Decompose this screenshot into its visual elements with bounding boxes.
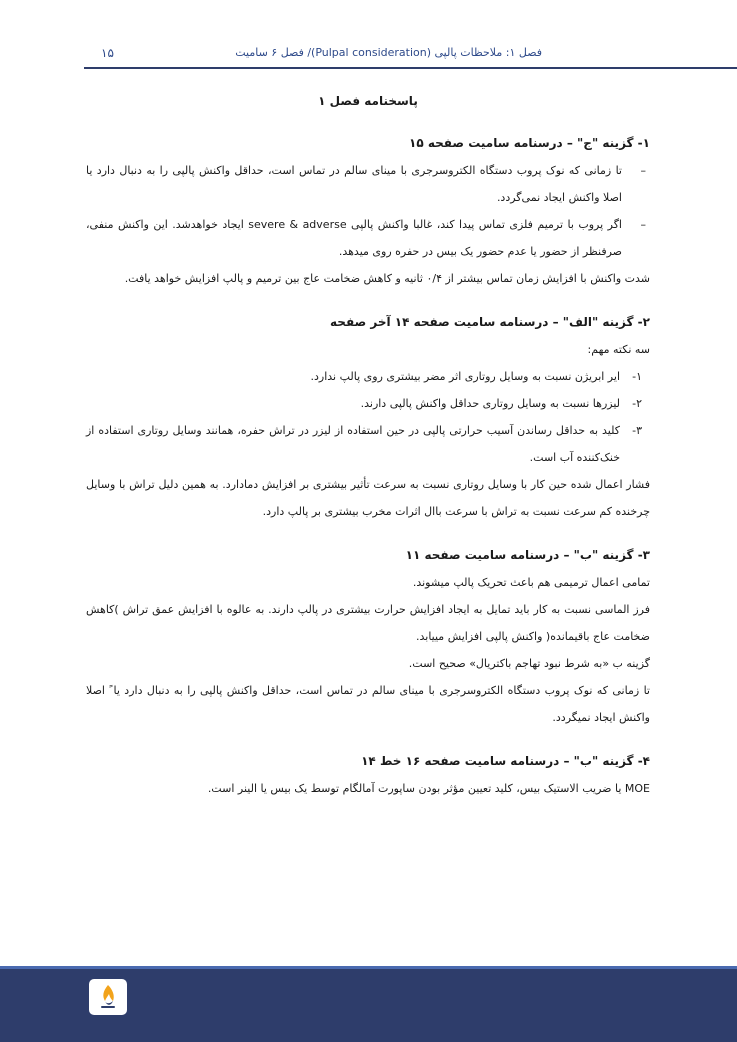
- paragraph: شدت واکنش با افزایش زمان تماس بیشتر از ۰/۴ ثانیه و کاهش ضخامت عاج بین ترمیم و پالپ افزایش خواهد یافت.: [124, 272, 650, 285]
- question-4-title: ۴- گزینه "ب" – درسنامه سامیت صفحه ۱۶ خط ۱۴: [361, 754, 650, 768]
- flame-logo-icon: [89, 979, 127, 1015]
- paragraph: تمامی اعمال ترمیمی هم باعث تحریک پالپ میشوند.: [412, 576, 650, 589]
- header-divider: [84, 67, 737, 69]
- page-header: [0, 0, 737, 70]
- running-title: فصل ۱: ملاحظات پالپی (Pulpal consideration)/ فصل ۶ سامیت: [235, 46, 542, 59]
- question-2-title: ۲- گزینه "الف" – درسنامه سامیت صفحه ۱۴ آخر صفحه: [330, 315, 650, 329]
- question-1-bullets: [86, 157, 650, 265]
- paragraph: تا زمانی که نوک پروب دستگاه الکتروسرجری با مینای سالم در تماس است، حداقل واکنش پالپی را به دنبال دارد یا ً اصلا واکنش ایجاد نمیگردد.: [86, 684, 650, 724]
- paragraph: فرز الماسی نسبت به کار باید تمایل به ایجاد افزایش حرارت بیشتری در پالپ دارند. به عالوه با افزایش عمق تراش )کاهش ضخامت عاج باقیمانده( واکنش پالپی افزایش مییابد.: [86, 603, 650, 643]
- paragraph: سه نکته مهم:: [587, 343, 650, 356]
- paragraph: گزینه ب «به شرط نبود تهاجم باکتریال» صحیح است.: [408, 657, 650, 670]
- list-item: – اگر پروب با ترمیم فلزی تماس پیدا کند، غالبا واکنش پالپی severe & adverse ایجاد خواهدشد. این واکنش منفی، صرفنظر از حضور یا عدم حضور یک بیس در حفره روی میدهد.: [86, 218, 646, 258]
- question-1-title: ۱- گزینه "ج" – درسنامه سامیت صفحه ۱۵: [409, 136, 650, 150]
- list-item: ۱- ایر ابریژن نسبت به وسایل روتاری اثر مضر بیشتری روی پالپ ندارد.: [310, 370, 642, 383]
- paragraph: MOE یا ضریب الاستیک بیس، کلید تعیین مؤثر بودن ساپورت آمالگام توسط یک بیس یا الینر است.: [207, 782, 650, 795]
- list-item: ۲- لیزرها نسبت به وسایل روتاری حداقل واکنش پالپی دارند.: [360, 397, 642, 410]
- list-item: ۳- کلید به حداقل رساندن آسیب حرارتی پالپی در حین استفاده از لیزر در تراش حفره، همانند وسایل روتاری استفاده از خنک‌کننده آب است.: [86, 424, 642, 464]
- page-title: پاسخنامه فصل ۱: [318, 94, 418, 108]
- question-2-list: [86, 363, 650, 471]
- footer-accent-line: [0, 966, 737, 969]
- list-item: – تا زمانی که نوک پروب دستگاه الکتروسرجری با مینای سالم در تماس است، حداقل واکنش پالپی را به دنبال دارد یا اصلا واکنش ایجاد نمی‌گردد.: [86, 164, 646, 204]
- publisher-logo: [89, 979, 127, 1015]
- paragraph: فشار اعمال شده حین کار با وسایل روتاری نسبت به سرعت تأثیر بیشتری بر افزایش دمادارد. به همین دلیل تراش با وسایل چرخنده کم سرعت نسبت به تراش با سرعت باال اثرات مخرب بیشتری بر پالپ دارد.: [86, 478, 650, 518]
- question-3-title: ۳- گزینه "ب" – درسنامه سامیت صفحه ۱۱: [405, 548, 650, 562]
- page-number: ۱۵: [101, 46, 114, 60]
- answer-key-body: [86, 88, 650, 802]
